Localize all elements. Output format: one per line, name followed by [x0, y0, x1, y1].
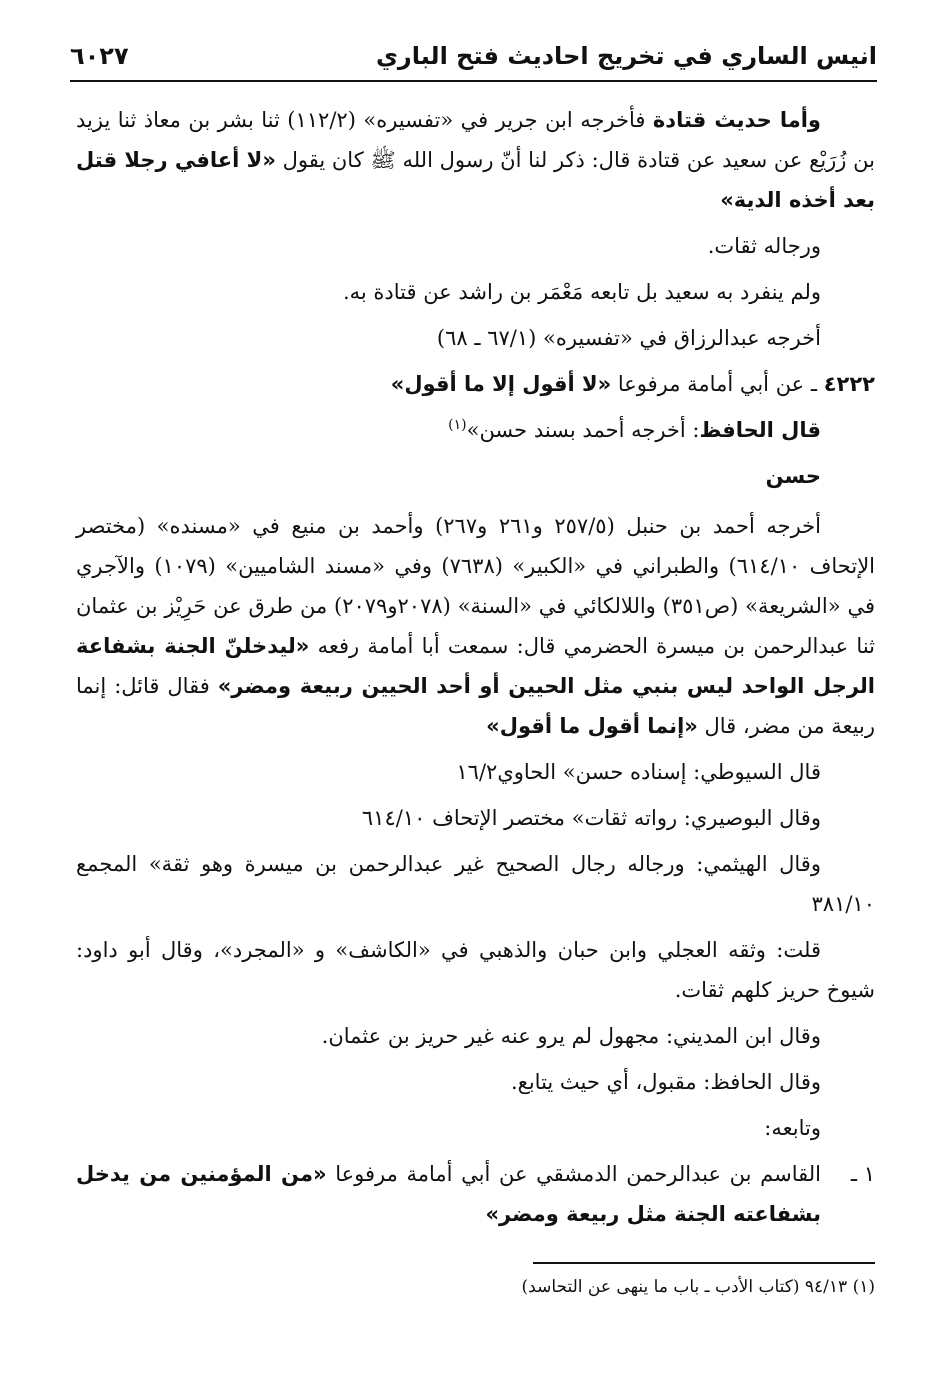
list-item: ١ ـ القاسم بن عبدالرحمن الدمشقي عن أبي أمامة مرفوعا «من المؤمنين من يدخل بشفاعته الجنة مثل ربيعة ومضر» [76, 1154, 875, 1234]
book-title: انيس الساري في تخريج احاديث فتح الباري [375, 42, 877, 70]
paragraph: وقال ابن المديني: مجهول لم يرو عنه غير حريز بن عثمان. [321, 1024, 821, 1048]
page-number: ٦٠٢٧ [70, 42, 129, 70]
paragraph: وقال الحافظ: مقبول، أي حيث يتابع. [510, 1070, 821, 1094]
hafiz-quote: قال الحافظ: أخرجه أحمد بسند حسن»$^{(١)}$ [448, 417, 821, 442]
footnote-ref: (١) [448, 417, 467, 433]
footnote: (١) ٩٤/١٣ (كتاب الأدب ـ باب ما ينهى عن التحاسد) [521, 1277, 875, 1297]
paragraph: وتابعه: [764, 1116, 821, 1140]
footnote-divider [533, 1262, 875, 1264]
paragraph: ورجاله ثقات. [707, 234, 821, 258]
hadith-heading: ٤٢٢٢ ـ عن أبي أمامة مرفوعا «لا أقول إلا ما أقول» [390, 372, 875, 396]
paragraph: قال السيوطي: إسناده حسن» الحاوي١٦/٢ [456, 760, 821, 784]
grade-heading: حسن [765, 464, 821, 488]
paragraph-qatada: وأما حديث قتادة فأخرجه ابن جرير في «تفسيره» (١١٢/٢) ثنا بشر بن معاذ ثنا يزيد بن زُرَيْع عن سعيد عن قتادة قال: ذكر لنا أنّ رسول الله ﷺ كان يقول «لا أعافي رجلا قتل بعد أخذه الدية» [76, 108, 875, 212]
paragraph: أخرجه عبدالرزاق في «تفسيره» (٦٧/١ ـ ٦٨) [436, 326, 821, 350]
hadith-number: ٤٢٢٢ [823, 372, 875, 396]
paragraph-takhrij: أخرجه أحمد بن حنبل (٢٥٧/٥ و٢٦١ و٢٦٧) وأحمد بن منيع في «مسنده» (مختصر الإتحاف ٦١٤/١٠) والطبراني في «الكبير» (٧٦٣٨) وفي «مسند الشاميين» (١٠٧٩) والآجري في «الشريعة» (ص٣٥١) واللالكائي في «السنة» (٢٠٧٨و٢٠٧٩) من طرق عن حَرِيْز بن عثمان ثنا عبدالرحمن بن ميسرة الحضرمي قال: سمعت أبا أمامة رفعه «ليدخلنّ الجنة بشفاعة الرجل الواحد ليس بنبي مثل الحيين أو أحد الحيين ربيعة ومضر» فقال قائل: إنما ربيعة من مضر، قال «إنما أقول ما أقول» [76, 514, 876, 738]
page-body [76, 100, 875, 1240]
paragraph: ولم ينفرد به سعيد بل تابعه مَعْمَر بن راشد عن قتادة به. [342, 280, 821, 304]
page-header [70, 38, 877, 82]
paragraph: قلت: وثقه العجلي وابن حبان والذهبي في «الكاشف» و «المجرد»، وقال أبو داود: شيوخ حريز كلهم ثقات. [76, 938, 875, 1002]
paragraph: وقال البوصيري: رواته ثقات» مختصر الإتحاف ٦١٤/١٠ [361, 806, 821, 830]
paragraph: وقال الهيثمي: ورجاله رجال الصحيح غير عبدالرحمن بن ميسرة وهو ثقة» المجمع ٣٨١/١٠ [76, 852, 875, 916]
list-item-number: ١ ـ [850, 1162, 875, 1186]
